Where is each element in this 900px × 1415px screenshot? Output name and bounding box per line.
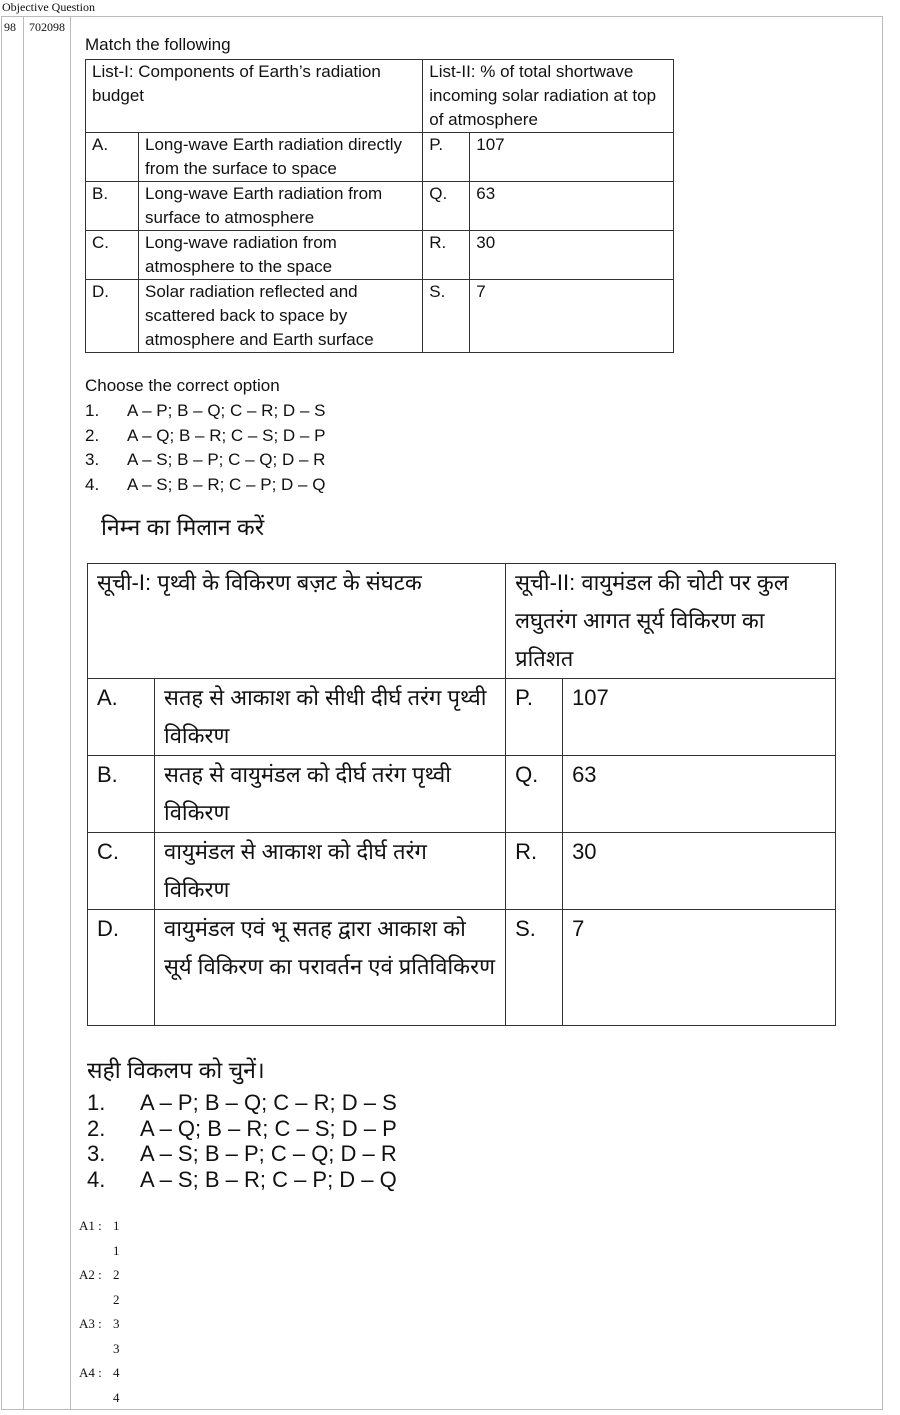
answer-1-sub: 1: [113, 1243, 120, 1258]
row-value: 63: [563, 756, 836, 833]
option-text: A – P; B – Q; C – R; D – S: [127, 401, 326, 420]
question-number: 98: [4, 20, 16, 34]
table-row: [86, 231, 674, 280]
header-label: Objective Question: [2, 0, 95, 14]
option-3: [85, 448, 325, 473]
row-value: 30: [470, 231, 674, 280]
row-text: वायुमंडल से आकाश को दीर्घ तरंग विकिरण: [155, 833, 506, 910]
number-column: [1, 16, 24, 1410]
row-value: 7: [470, 280, 674, 353]
option-number: 2.: [87, 1115, 106, 1141]
row-key: S.: [423, 280, 470, 353]
table-header-row: [86, 60, 674, 133]
option-1: [87, 1090, 397, 1116]
row-letter: C.: [86, 231, 139, 280]
row-text: सतह से आकाश को सीधी दीर्घ तरंग पृथ्वी विकिरण: [155, 679, 506, 756]
row-value: 107: [470, 133, 674, 182]
option-4: [87, 1167, 397, 1193]
row-key: Q.: [423, 182, 470, 231]
row-letter: A.: [88, 679, 155, 756]
english-match-table: [85, 59, 674, 353]
answer-2-sub: 2: [113, 1292, 120, 1307]
table-row: [86, 182, 674, 231]
row-text: सतह से वायुमंडल को दीर्घ तरंग पृथ्वी विकिरण: [155, 756, 506, 833]
row-letter: D.: [86, 280, 139, 353]
row-letter: A.: [86, 133, 139, 182]
table-row: [86, 133, 674, 182]
answer-1-label: A1 :: [79, 1218, 102, 1233]
row-letter: C.: [88, 833, 155, 910]
row-text: वायुमंडल एवं भू सतह द्वारा आकाश को सूर्य विकिरण का परावर्तन एवं प्रतिविकिरण: [155, 910, 506, 1026]
row-text: Solar radiation reflected and scattered back to space by atmosphere and Earth surface: [139, 280, 423, 353]
list2-header: List-II: % of total shortwave incoming solar radiation at top of atmosphere: [423, 60, 674, 133]
row-text: Long-wave radiation from atmosphere to the space: [139, 231, 423, 280]
table-header-row: [88, 564, 836, 679]
option-text: A – Q; B – R; C – S; D – P: [140, 1115, 397, 1141]
row-letter: B.: [86, 182, 139, 231]
row-key: P.: [506, 679, 563, 756]
option-number: 1.: [87, 1090, 106, 1115]
row-text: Long-wave Earth radiation from surface to atmosphere: [139, 182, 423, 231]
row-text: Long-wave Earth radiation directly from the surface to space: [139, 133, 423, 182]
english-choose-prompt: Choose the correct option: [85, 376, 280, 395]
option-number: 2.: [85, 425, 100, 445]
row-letter: B.: [88, 756, 155, 833]
row-letter: D.: [88, 910, 155, 1026]
answer-2-label: A2 :: [79, 1267, 102, 1282]
table-row: [88, 679, 836, 756]
hindi-options: [87, 1090, 397, 1192]
hindi-title: निम्न का मिलान करें: [101, 514, 265, 540]
answer-4-sub: 4: [113, 1390, 120, 1405]
english-options: [85, 399, 325, 497]
option-number: 4.: [87, 1166, 106, 1192]
row-key: R.: [423, 231, 470, 280]
option-3: [87, 1141, 397, 1167]
question-id: 702098: [29, 20, 65, 34]
option-number: 1.: [85, 401, 100, 420]
answer-3-value: 3: [113, 1316, 120, 1331]
option-text: A – S; B – P; C – Q; D – R: [127, 450, 326, 469]
option-1: [85, 399, 325, 424]
row-key: Q.: [506, 756, 563, 833]
table-row: [86, 280, 674, 353]
option-text: A – S; B – R; C – P; D – Q: [127, 474, 326, 494]
row-key: P.: [423, 133, 470, 182]
list2-header: सूची-II: वायुमंडल की चोटी पर कुल लघुतरंग आगत सूर्य विकिरण का प्रतिशत: [506, 564, 836, 679]
english-title: Match the following: [85, 35, 231, 54]
row-value: 107: [563, 679, 836, 756]
row-value: 30: [563, 833, 836, 910]
option-number: 4.: [85, 474, 100, 494]
answer-1-value: 1: [113, 1218, 120, 1233]
id-column: [24, 16, 71, 1410]
answer-2-value: 2: [113, 1267, 120, 1282]
option-number: 3.: [85, 450, 100, 469]
hindi-match-table: [87, 563, 836, 1026]
answer-3-sub: 3: [113, 1341, 120, 1356]
row-key: R.: [506, 833, 563, 910]
answer-4-value: 4: [113, 1365, 120, 1380]
row-key: S.: [506, 910, 563, 1026]
table-row: [88, 910, 836, 1026]
answer-3-label: A3 :: [79, 1316, 102, 1331]
option-text: A – Q; B – R; C – S; D – P: [127, 425, 326, 445]
row-value: 63: [470, 182, 674, 231]
option-number: 3.: [87, 1141, 106, 1166]
table-row: [88, 756, 836, 833]
option-text: A – P; B – Q; C – R; D – S: [140, 1090, 397, 1115]
option-4: [85, 473, 325, 498]
list1-header: List-I: Components of Earth’s radiation budget: [86, 60, 423, 133]
row-value: 7: [563, 910, 836, 1026]
table-row: [88, 833, 836, 910]
option-2: [87, 1116, 397, 1142]
option-text: A – S; B – R; C – P; D – Q: [140, 1166, 397, 1192]
hindi-choose-prompt: सही विकलप को चुनें।: [87, 1057, 265, 1083]
list1-header: सूची-I: पृथ्वी के विकिरण बज़ट के संघटक: [88, 564, 506, 679]
option-2: [85, 424, 325, 449]
answer-4-label: A4 :: [79, 1365, 102, 1380]
option-text: A – S; B – P; C – Q; D – R: [140, 1141, 397, 1166]
